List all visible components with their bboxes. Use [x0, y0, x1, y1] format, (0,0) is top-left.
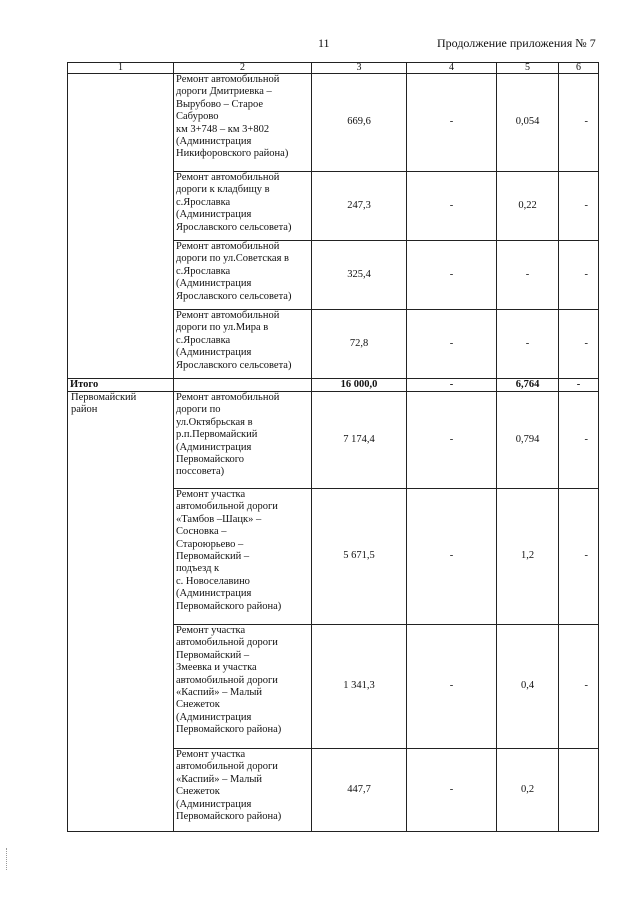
- road-description: Ремонт автомобильной дороги по ул.Мира в с.Ярославка (Администрация Ярославского сельсовета): [174, 310, 312, 379]
- total-empty: [174, 379, 312, 392]
- cost-cell: 325,4: [312, 241, 407, 310]
- road-description: Ремонт участка автомобильной дороги «Каспий» – Малый Снежеток (Администрация Первомайского района): [174, 749, 312, 832]
- district-name: Первомайский район: [68, 392, 174, 832]
- scan-margin-mark: [6, 848, 9, 870]
- value-cell: -: [559, 241, 599, 310]
- length-cell: 0,054: [497, 74, 559, 172]
- cost-cell: 669,6: [312, 74, 407, 172]
- length-cell: 0,794: [497, 392, 559, 489]
- table-row: [68, 392, 599, 489]
- roads-table: [67, 62, 599, 832]
- road-description: Ремонт автомобильной дороги по ул.Октябрьская в р.п.Первомайский (Администрация Первомайского поссовета): [174, 392, 312, 489]
- value-cell: -: [407, 74, 497, 172]
- cost-cell: 1 341,3: [312, 625, 407, 749]
- cost-cell: 72,8: [312, 310, 407, 379]
- cost-cell: 5 671,5: [312, 489, 407, 625]
- length-cell: -: [497, 241, 559, 310]
- column-header: 4: [407, 63, 497, 74]
- road-description: Ремонт участка автомобильной дороги «Тамбов –Шацк» – Сосновка – Староюрьево – Первомайский – подъезд к с. Новоселавино (Администрация Первомайского района): [174, 489, 312, 625]
- total-value: -: [559, 379, 599, 392]
- table-header-row: [68, 63, 599, 74]
- value-cell: -: [407, 749, 497, 832]
- total-row: [68, 379, 599, 392]
- value-cell: -: [407, 241, 497, 310]
- road-description: Ремонт участка автомобильной дороги Первомайский – Змеевка и участка автомобильной дороги «Каспий» – Малый Снежеток (Администрация Первомайского района): [174, 625, 312, 749]
- column-header: 6: [559, 63, 599, 74]
- length-cell: -: [497, 310, 559, 379]
- district-cell-empty: [68, 74, 174, 379]
- length-cell: 0,22: [497, 172, 559, 241]
- value-cell: [559, 749, 599, 832]
- total-label: Итого: [68, 379, 174, 392]
- value-cell: -: [559, 489, 599, 625]
- total-length: 6,764: [497, 379, 559, 392]
- value-cell: -: [407, 310, 497, 379]
- appendix-caption: Продолжение приложения № 7: [437, 36, 596, 50]
- value-cell: -: [559, 310, 599, 379]
- column-header: 2: [174, 63, 312, 74]
- road-description: Ремонт автомобильной дороги по ул.Советская в с.Ярославка (Администрация Ярославского сельсовета): [174, 241, 312, 310]
- total-value: -: [407, 379, 497, 392]
- road-description: Ремонт автомобильной дороги к кладбищу в с.Ярославка (Администрация Ярославского сельсовета): [174, 172, 312, 241]
- value-cell: -: [407, 172, 497, 241]
- value-cell: -: [559, 74, 599, 172]
- column-header: 3: [312, 63, 407, 74]
- value-cell: -: [407, 625, 497, 749]
- column-header: 5: [497, 63, 559, 74]
- column-header: 1: [68, 63, 174, 74]
- total-cost: 16 000,0: [312, 379, 407, 392]
- length-cell: 0,2: [497, 749, 559, 832]
- cost-cell: 247,3: [312, 172, 407, 241]
- value-cell: -: [559, 172, 599, 241]
- value-cell: -: [559, 392, 599, 489]
- length-cell: 0,4: [497, 625, 559, 749]
- cost-cell: 447,7: [312, 749, 407, 832]
- road-description: Ремонт автомобильной дороги Дмитриевка – Вырубово – Старое Сабурово км 3+748 – км 3+802 (Администрация Никифоровского района): [174, 74, 312, 172]
- value-cell: -: [407, 489, 497, 625]
- length-cell: 1,2: [497, 489, 559, 625]
- table-row: [68, 74, 599, 172]
- page-number: 11: [318, 36, 330, 50]
- value-cell: -: [559, 625, 599, 749]
- value-cell: -: [407, 392, 497, 489]
- cost-cell: 7 174,4: [312, 392, 407, 489]
